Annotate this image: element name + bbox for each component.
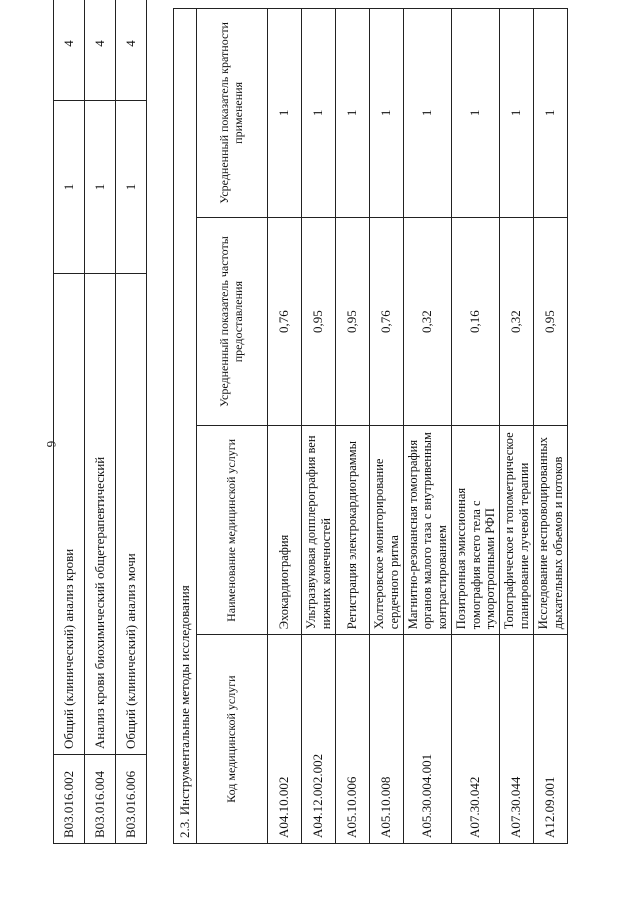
table-row <box>370 9 404 844</box>
table-row <box>85 0 116 844</box>
frequency-value: 1 <box>85 101 116 274</box>
frequency-value: 0,95 <box>534 217 568 426</box>
service-name: Магнитно-резонансная томография органов малого таза с внутривенным контрастированием <box>404 426 452 635</box>
service-code: B03.016.004 <box>85 755 116 844</box>
multiplicity-value: 4 <box>85 0 116 101</box>
multiplicity-value: 4 <box>54 0 85 101</box>
frequency-value: 0,16 <box>452 217 500 426</box>
table-row <box>500 9 534 844</box>
table-row <box>452 9 500 844</box>
service-code: A07.30.044 <box>500 635 534 844</box>
service-name: Холтеровское мониторирование сердечного ритма <box>370 426 404 635</box>
multiplicity-value: 1 <box>404 9 452 218</box>
instrumental-methods-table <box>173 8 568 844</box>
service-code: A05.30.004.001 <box>404 635 452 844</box>
header-code: Код медицинской услуги <box>197 635 268 844</box>
multiplicity-value: 1 <box>370 9 404 218</box>
table-row <box>116 0 147 844</box>
service-code: B03.016.006 <box>116 755 147 844</box>
service-code: A07.30.042 <box>452 635 500 844</box>
table-row <box>268 9 302 844</box>
service-name: Регистрация электрокардиограммы <box>336 426 370 635</box>
frequency-value: 0,32 <box>404 217 452 426</box>
section-title-row <box>174 9 197 844</box>
frequency-value: 0,95 <box>336 217 370 426</box>
service-code: A05.10.006 <box>336 635 370 844</box>
service-name: Эхокардиография <box>268 426 302 635</box>
multiplicity-value: 1 <box>500 9 534 218</box>
table-row <box>302 9 336 844</box>
frequency-value: 0,76 <box>370 217 404 426</box>
service-name: Общий (клинический) анализ мочи <box>116 274 147 755</box>
multiplicity-value: 1 <box>534 9 568 218</box>
multiplicity-value: 1 <box>336 9 370 218</box>
service-name: Общий (клинический) анализ крови <box>54 274 85 755</box>
frequency-value: 0,76 <box>268 217 302 426</box>
service-name: Ультразвуковая допплерография вен нижних конечностей <box>302 426 336 635</box>
lab-tests-table <box>53 0 147 844</box>
header-name: Наименование медицинской услуги <box>197 426 268 635</box>
service-code: A04.12.002.002 <box>302 635 336 844</box>
table-header-row <box>197 9 268 844</box>
multiplicity-value: 4 <box>116 0 147 101</box>
header-multiplicity: Усредненный показатель кратности применения <box>197 9 268 218</box>
frequency-value: 1 <box>116 101 147 274</box>
frequency-value: 0,32 <box>500 217 534 426</box>
multiplicity-value: 1 <box>452 9 500 218</box>
multiplicity-value: 1 <box>268 9 302 218</box>
service-code: A05.10.008 <box>370 635 404 844</box>
service-code: B03.016.002 <box>54 755 85 844</box>
service-code: A04.10.002 <box>268 635 302 844</box>
service-name: Анализ крови биохимический общетерапевтический <box>85 274 116 755</box>
header-frequency: Усредненный показатель частоты предоставления <box>197 217 268 426</box>
page-number: 6 <box>44 440 59 448</box>
service-code: A12.09.001 <box>534 635 568 844</box>
rotated-page-content <box>47 8 565 844</box>
service-name: Топографическое и топометрическое планирование лучевой терапии <box>500 426 534 635</box>
frequency-value: 1 <box>54 101 85 274</box>
service-name: Позитронная эмиссионная томография всего тела с туморотропными РФП <box>452 426 500 635</box>
frequency-value: 0,95 <box>302 217 336 426</box>
service-name: Исследование неспровоцированных дыхательных объемов и потоков <box>534 426 568 635</box>
section-title: 2.3. Инструментальные методы исследования <box>174 9 197 844</box>
table-row <box>404 9 452 844</box>
table-row <box>336 9 370 844</box>
table-row <box>534 9 568 844</box>
multiplicity-value: 1 <box>302 9 336 218</box>
table-row <box>54 0 85 844</box>
